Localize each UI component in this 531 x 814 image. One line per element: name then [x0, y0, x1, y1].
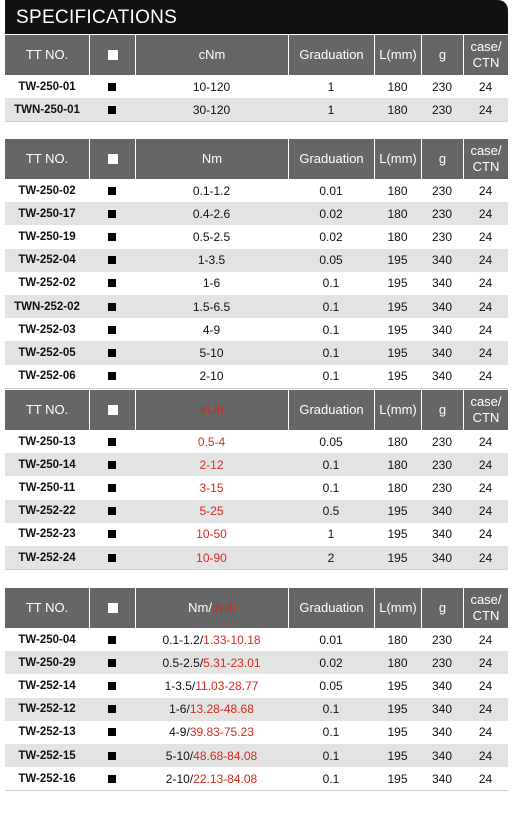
range-value: 0.1-1.2/	[162, 632, 204, 647]
ctn-value: 24	[478, 480, 493, 495]
range-value: 4-9	[202, 322, 221, 337]
page-title: SPECIFICATIONS	[16, 7, 178, 28]
range-value: 0.5-2.5	[192, 229, 231, 244]
header-graduation: Graduation	[288, 139, 374, 179]
table-bottom-rule	[5, 121, 508, 122]
length-value: 180	[387, 632, 408, 647]
torque-range	[135, 318, 288, 341]
ctn-value: 24	[478, 678, 493, 693]
black-square-icon	[108, 210, 116, 218]
header-weight: g	[421, 35, 463, 75]
black-square-icon	[108, 438, 116, 446]
model-number: TW-250-11	[18, 481, 76, 494]
header-unit	[135, 35, 288, 75]
row-marker	[89, 98, 135, 121]
header-weight: g	[421, 139, 463, 179]
length-value: 180	[387, 434, 408, 449]
black-square-icon	[108, 233, 116, 241]
length-value: 195	[387, 748, 408, 763]
header-unit	[135, 588, 288, 628]
table-row	[5, 721, 508, 744]
model-number: TW-252-16	[18, 772, 76, 785]
torque-range	[135, 202, 288, 225]
model-number: TW-252-14	[18, 679, 76, 692]
length-value: 180	[387, 206, 408, 221]
range-value-red: 22.13-84.08	[193, 771, 258, 786]
black-square-icon	[108, 279, 116, 287]
range-value: 2-10/	[165, 771, 194, 786]
model-number: TW-250-01	[18, 80, 76, 93]
table-row	[5, 75, 508, 98]
black-square-icon	[108, 705, 116, 713]
weight-value: 230	[431, 229, 453, 244]
range-value: 4-9/	[169, 725, 190, 740]
range-value-red: 10-50	[196, 527, 227, 542]
graduation-value: 0.01	[319, 632, 343, 647]
row-marker	[89, 721, 135, 744]
header-marker	[89, 588, 135, 628]
header-marker	[89, 390, 135, 430]
range-value: 1.5-6.5	[192, 299, 231, 314]
white-square-icon	[108, 154, 118, 164]
table-row	[5, 651, 508, 674]
header-unit-label: Nm	[201, 151, 223, 166]
length-value: 195	[387, 725, 408, 740]
length-value: 180	[387, 655, 408, 670]
header-case-ctn: case/ CTN	[463, 588, 508, 628]
ctn-value: 24	[478, 702, 493, 717]
table-row	[5, 341, 508, 364]
length-value: 195	[387, 276, 408, 291]
range-value: 2-10	[199, 369, 224, 384]
torque-range	[135, 698, 288, 721]
black-square-icon	[108, 303, 116, 311]
table-header	[5, 390, 508, 430]
length-value: 195	[387, 322, 408, 337]
title-banner	[5, 0, 508, 34]
range-value-red: 10-90	[196, 550, 227, 565]
model-number: TW-250-14	[18, 458, 76, 471]
header-length: L(mm)	[374, 35, 421, 75]
graduation-value: 0.05	[319, 678, 343, 693]
ctn-value: 24	[478, 79, 493, 94]
table-row	[5, 767, 508, 790]
header-graduation: Graduation	[288, 390, 374, 430]
graduation-value: 0.05	[319, 434, 343, 449]
graduation-value: 0.1	[322, 276, 340, 291]
graduation-value: 0.1	[322, 369, 340, 384]
spec-table	[5, 139, 508, 389]
length-value: 180	[387, 480, 408, 495]
range-value-red: 1.33-10.18	[203, 632, 261, 647]
torque-range	[135, 674, 288, 697]
black-square-icon	[108, 106, 116, 114]
torque-range	[135, 75, 288, 98]
table-row	[5, 249, 508, 272]
range-value: 30-120	[192, 102, 231, 117]
weight-value: 340	[431, 748, 453, 763]
torque-range	[135, 365, 288, 388]
range-value-red: 0.5-4	[197, 434, 226, 449]
graduation-value: 0.1	[322, 299, 340, 314]
black-square-icon	[108, 83, 116, 91]
row-marker	[89, 179, 135, 202]
row-marker	[89, 476, 135, 499]
black-square-icon	[108, 372, 116, 380]
header-unit	[135, 390, 288, 430]
table-row	[5, 295, 508, 318]
row-marker	[89, 674, 135, 697]
torque-range	[135, 249, 288, 272]
model-number: TW-252-03	[18, 323, 76, 336]
model-number: TWN-252-02	[14, 300, 80, 313]
weight-value: 340	[431, 276, 453, 291]
range-value: 1-6	[202, 276, 221, 291]
row-marker	[89, 202, 135, 225]
model-number: TW-250-19	[18, 230, 76, 243]
torque-range	[135, 546, 288, 569]
ctn-value: 24	[478, 748, 493, 763]
row-marker	[89, 453, 135, 476]
range-value-red: 48.68-84.08	[193, 748, 258, 763]
spec-table	[5, 35, 508, 122]
graduation-value: 0.1	[322, 771, 340, 786]
weight-value: 340	[431, 702, 453, 717]
model-number: TW-252-04	[18, 254, 76, 267]
weight-value: 340	[431, 504, 453, 519]
black-square-icon	[108, 775, 116, 783]
model-number: TW-252-12	[18, 703, 76, 716]
range-value: 0.1-1.2	[192, 183, 231, 198]
length-value: 195	[387, 678, 408, 693]
length-value: 180	[387, 79, 408, 94]
black-square-icon	[108, 728, 116, 736]
header-case-ctn: case/ CTN	[463, 390, 508, 430]
graduation-value: 0.5	[322, 504, 340, 519]
graduation-value: 2	[327, 550, 335, 565]
length-value: 195	[387, 771, 408, 786]
model-number: TW-252-22	[18, 505, 76, 518]
white-square-icon	[108, 603, 118, 613]
graduation-value: 0.1	[322, 345, 340, 360]
header-weight: g	[421, 588, 463, 628]
graduation-value: 0.1	[322, 702, 340, 717]
range-value-red: 13.28-48.68	[189, 702, 254, 717]
torque-range	[135, 272, 288, 295]
torque-range	[135, 341, 288, 364]
black-square-icon	[108, 187, 116, 195]
range-value-red: 11.03-28.77	[195, 678, 259, 693]
black-square-icon	[108, 461, 116, 469]
row-marker	[89, 430, 135, 453]
model-number: TW-252-02	[18, 277, 76, 290]
table-row	[5, 225, 508, 248]
length-value: 195	[387, 527, 408, 542]
graduation-value: 1	[327, 79, 335, 94]
torque-range	[135, 225, 288, 248]
ctn-value: 24	[478, 102, 493, 117]
row-marker	[89, 523, 135, 546]
black-square-icon	[108, 530, 116, 538]
range-value: 0.5-2.5/	[162, 655, 204, 670]
header-tt-no: TT NO.	[25, 600, 69, 615]
range-value: 10-120	[192, 79, 231, 94]
range-value: 1-6/	[169, 702, 190, 717]
weight-value: 230	[431, 102, 453, 117]
ctn-value: 24	[478, 206, 493, 221]
black-square-icon	[108, 507, 116, 515]
graduation-value: 0.1	[322, 725, 340, 740]
table-header	[5, 139, 508, 179]
model-number: TW-252-24	[18, 551, 76, 564]
torque-range	[135, 98, 288, 121]
table-bottom-rule	[5, 790, 508, 791]
weight-value: 230	[431, 655, 453, 670]
ctn-value: 24	[478, 632, 493, 647]
header-graduation: Graduation	[288, 35, 374, 75]
header-marker	[89, 35, 135, 75]
length-value: 195	[387, 504, 408, 519]
graduation-value: 0.1	[322, 322, 340, 337]
range-value: 5-10/	[165, 748, 194, 763]
table-bottom-rule	[5, 569, 508, 570]
torque-range	[135, 453, 288, 476]
torque-range	[135, 179, 288, 202]
ctn-value: 24	[478, 434, 493, 449]
torque-range	[135, 523, 288, 546]
black-square-icon	[108, 326, 116, 334]
ctn-value: 24	[478, 276, 493, 291]
torque-range	[135, 430, 288, 453]
row-marker	[89, 295, 135, 318]
black-square-icon	[108, 554, 116, 562]
table-row	[5, 500, 508, 523]
table-row	[5, 546, 508, 569]
header-unit-label: cNm	[198, 47, 226, 62]
ctn-value: 24	[478, 550, 493, 565]
header-tt-no: TT NO.	[25, 402, 69, 417]
ctn-value: 24	[478, 527, 493, 542]
header-case-ctn: case/ CTN	[463, 139, 508, 179]
ctn-value: 24	[478, 504, 493, 519]
table-row	[5, 628, 508, 651]
weight-value: 340	[431, 253, 453, 268]
model-number: TW-250-13	[18, 435, 76, 448]
table-row	[5, 430, 508, 453]
row-marker	[89, 341, 135, 364]
black-square-icon	[108, 484, 116, 492]
weight-value: 230	[431, 206, 453, 221]
model-number: TWN-250-01	[14, 103, 80, 116]
length-value: 195	[387, 369, 408, 384]
table-row	[5, 476, 508, 499]
black-square-icon	[108, 659, 116, 667]
weight-value: 230	[431, 434, 453, 449]
table-row	[5, 202, 508, 225]
torque-range	[135, 721, 288, 744]
graduation-value: 1	[327, 527, 335, 542]
white-square-icon	[108, 50, 118, 60]
weight-value: 340	[431, 322, 453, 337]
graduation-value: 0.1	[322, 748, 340, 763]
row-marker	[89, 628, 135, 651]
black-square-icon	[108, 256, 116, 264]
graduation-value: 0.02	[319, 655, 343, 670]
header-marker	[89, 139, 135, 179]
length-value: 195	[387, 702, 408, 717]
table-row	[5, 179, 508, 202]
weight-value: 340	[431, 299, 453, 314]
graduation-value: 0.05	[319, 253, 343, 268]
black-square-icon	[108, 349, 116, 357]
range-value: 0.4-2.6	[192, 206, 231, 221]
table-row	[5, 674, 508, 697]
range-value-red: 2-12	[199, 457, 224, 472]
black-square-icon	[108, 636, 116, 644]
black-square-icon	[108, 682, 116, 690]
range-value-red: 5.31-23.01	[203, 655, 261, 670]
length-value: 180	[387, 457, 408, 472]
table-header	[5, 588, 508, 628]
weight-value: 340	[431, 725, 453, 740]
header-graduation: Graduation	[288, 588, 374, 628]
range-value-red: 5-25	[199, 504, 224, 519]
range-value: 1-3.5/	[164, 678, 196, 693]
length-value: 195	[387, 253, 408, 268]
table-bottom-rule	[5, 388, 508, 389]
table-row	[5, 744, 508, 767]
weight-value: 340	[431, 550, 453, 565]
header-tt-no: TT NO.	[25, 47, 69, 62]
weight-value: 230	[431, 183, 453, 198]
table-row	[5, 98, 508, 121]
model-number: TW-250-04	[18, 633, 76, 646]
torque-range	[135, 628, 288, 651]
ctn-value: 24	[478, 322, 493, 337]
row-marker	[89, 75, 135, 98]
length-value: 180	[387, 183, 408, 198]
row-marker	[89, 651, 135, 674]
table-header	[5, 35, 508, 75]
ctn-value: 24	[478, 771, 493, 786]
header-unit-suffix: in.lb	[211, 600, 236, 615]
ctn-value: 24	[478, 345, 493, 360]
spec-table	[5, 588, 508, 791]
black-square-icon	[108, 752, 116, 760]
torque-range	[135, 476, 288, 499]
range-value-red: 39.83-75.23	[189, 725, 254, 740]
torque-range	[135, 651, 288, 674]
table-row	[5, 318, 508, 341]
length-value: 195	[387, 299, 408, 314]
row-marker	[89, 698, 135, 721]
ctn-value: 24	[478, 725, 493, 740]
row-marker	[89, 767, 135, 790]
model-number: TW-252-06	[18, 370, 76, 383]
graduation-value: 0.1	[322, 457, 340, 472]
row-marker	[89, 365, 135, 388]
model-number: TW-252-13	[18, 726, 76, 739]
ctn-value: 24	[478, 655, 493, 670]
ctn-value: 24	[478, 457, 493, 472]
model-number: TW-252-23	[18, 528, 76, 541]
range-value-red: 3-15	[199, 480, 224, 495]
ctn-value: 24	[478, 299, 493, 314]
white-square-icon	[108, 405, 118, 415]
weight-value: 340	[431, 369, 453, 384]
length-value: 195	[387, 345, 408, 360]
header-length: L(mm)	[374, 390, 421, 430]
range-value: 5-10	[199, 345, 224, 360]
header-length: L(mm)	[374, 588, 421, 628]
table-row	[5, 365, 508, 388]
torque-range	[135, 767, 288, 790]
graduation-value: 1	[327, 102, 335, 117]
row-marker	[89, 225, 135, 248]
header-case-ctn: case/ CTN	[463, 35, 508, 75]
table-row	[5, 523, 508, 546]
weight-value: 340	[431, 345, 453, 360]
graduation-value: 0.02	[319, 206, 343, 221]
length-value: 180	[387, 102, 408, 117]
header-unit	[135, 139, 288, 179]
header-length: L(mm)	[374, 139, 421, 179]
header-weight: g	[421, 390, 463, 430]
spec-table	[5, 390, 508, 570]
row-marker	[89, 249, 135, 272]
row-marker	[89, 318, 135, 341]
torque-range	[135, 295, 288, 318]
weight-value: 230	[431, 480, 453, 495]
model-number: TW-250-17	[18, 207, 76, 220]
length-value: 180	[387, 229, 408, 244]
model-number: TW-250-02	[18, 184, 76, 197]
weight-value: 230	[431, 457, 453, 472]
range-value: 1-3.5	[197, 253, 226, 268]
ctn-value: 24	[478, 369, 493, 384]
weight-value: 230	[431, 79, 453, 94]
model-number: TW-252-05	[18, 346, 76, 359]
row-marker	[89, 500, 135, 523]
weight-value: 340	[431, 771, 453, 786]
ctn-value: 24	[478, 253, 493, 268]
table-row	[5, 698, 508, 721]
weight-value: 340	[431, 527, 453, 542]
table-row	[5, 453, 508, 476]
header-tt-no: TT NO.	[25, 151, 69, 166]
ctn-value: 24	[478, 183, 493, 198]
torque-range	[135, 500, 288, 523]
row-marker	[89, 744, 135, 767]
length-value: 195	[387, 550, 408, 565]
model-number: TW-252-15	[18, 749, 76, 762]
header-unit-label: Nm/	[188, 600, 212, 615]
row-marker	[89, 546, 135, 569]
torque-range	[135, 744, 288, 767]
ctn-value: 24	[478, 229, 493, 244]
weight-value: 230	[431, 632, 453, 647]
model-number: TW-250-29	[18, 656, 76, 669]
graduation-value: 0.02	[319, 229, 343, 244]
graduation-value: 0.01	[319, 183, 343, 198]
table-row	[5, 272, 508, 295]
weight-value: 340	[431, 678, 453, 693]
row-marker	[89, 272, 135, 295]
graduation-value: 0.1	[322, 480, 340, 495]
header-unit-suffix: in.lb	[200, 402, 224, 417]
